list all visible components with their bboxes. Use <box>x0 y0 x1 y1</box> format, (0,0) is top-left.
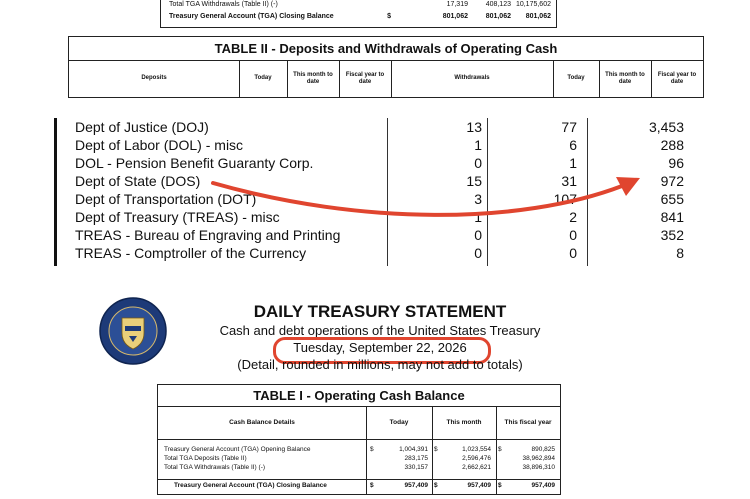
withdrawals-label: Total TGA Withdrawals (Table II) (-) <box>169 1 278 8</box>
arrow-curve <box>213 183 622 215</box>
month-value: 0 <box>569 245 577 261</box>
currency: $ <box>498 446 502 453</box>
agency-name: DOL - Pension Benefit Guaranty Corp. <box>75 155 314 171</box>
fiscal-value: 655 <box>660 191 684 207</box>
closing-fiscal: 801,062 <box>525 13 551 20</box>
row-label: Total TGA Withdrawals (Table II) (-) <box>164 464 266 471</box>
col-today: Today <box>254 75 272 81</box>
fiscal-value: 972 <box>660 173 684 189</box>
month-value: 77 <box>561 119 577 135</box>
fiscal-value: 288 <box>660 137 684 153</box>
col-month: This month to date <box>293 71 333 85</box>
today-value: 3 <box>474 191 482 207</box>
month-value: 6 <box>569 137 577 153</box>
today-value: 1 <box>474 209 482 225</box>
fiscal-value: 3,453 <box>648 119 684 135</box>
currency: $ <box>498 482 502 489</box>
fiscal-value: 8 <box>676 245 684 261</box>
currency: $ <box>434 446 438 453</box>
fiscal-value: 38,896,310 <box>522 464 555 471</box>
today-value: 0 <box>474 155 482 171</box>
agency-name: Dept of Labor (DOL) - misc <box>75 137 244 153</box>
month-value: 31 <box>561 173 577 189</box>
statement-date: Tuesday, September 22, 2026 <box>293 340 467 355</box>
fiscal-value: 352 <box>660 227 684 243</box>
month-value: 1,023,554 <box>462 446 491 453</box>
row-label: Total TGA Deposits (Table II) <box>164 455 247 462</box>
today-value: 15 <box>466 173 482 189</box>
today-value: 957,409 <box>404 482 428 489</box>
agency-name: Dept of Transportation (DOT) <box>75 191 257 207</box>
month-value: 107 <box>553 191 577 207</box>
today-value: 283,175 <box>404 455 428 462</box>
month-value: 2 <box>569 209 577 225</box>
month-value: 957,409 <box>467 482 491 489</box>
col-fiscal: This fiscal year <box>504 419 552 426</box>
agency-name: TREAS - Bureau of Engraving and Printing <box>75 227 341 243</box>
divider <box>158 479 560 480</box>
divider <box>158 439 560 440</box>
col-withdrawals: Withdrawals <box>454 75 490 81</box>
fiscal-value: 96 <box>668 155 684 171</box>
agency-name: Dept of Justice (DOJ) <box>75 119 209 135</box>
divider <box>432 407 433 494</box>
withdrawals-today: 17,319 <box>446 1 468 8</box>
agency-name: Dept of Treasury (TREAS) - misc <box>75 209 280 225</box>
statement-note: (Detail, rounded in millions, may not add to totals) <box>237 357 523 372</box>
today-value: 1,004,391 <box>399 446 428 453</box>
table-ii-title: TABLE II - Deposits and Withdrawals of Operating Cash <box>69 37 703 61</box>
currency: $ <box>434 482 438 489</box>
fiscal-value: 38,962,894 <box>522 455 555 462</box>
today-value: 0 <box>474 227 482 243</box>
divider <box>366 407 367 494</box>
today-value: 0 <box>474 245 482 261</box>
fiscal-value: 841 <box>660 209 684 225</box>
closing-month: 801,062 <box>485 13 511 20</box>
fiscal-value: 890,825 <box>531 446 555 453</box>
month-value: 1 <box>569 155 577 171</box>
closing-label: Treasury General Account (TGA) Closing Balance <box>169 13 334 20</box>
col-month: This month <box>446 419 482 426</box>
table-i <box>157 384 561 495</box>
withdrawals-month: 408,123 <box>485 1 511 8</box>
closing-label: Treasury General Account (TGA) Closing Balance <box>174 482 327 489</box>
month-value: 2,662,621 <box>462 464 491 471</box>
fiscal-value: 957,409 <box>531 482 555 489</box>
table-i-title: TABLE I - Operating Cash Balance <box>158 385 560 407</box>
withdrawals-fiscal: 10,175,602 <box>515 1 551 8</box>
col-w-month: This month to date <box>605 71 645 85</box>
divider <box>496 407 497 494</box>
statement-title: DAILY TREASURY STATEMENT <box>253 302 507 321</box>
month-value: 0 <box>569 227 577 243</box>
row-label: Treasury General Account (TGA) Opening Balance <box>164 446 311 453</box>
col-cash-balance: Cash Balance Details <box>229 419 295 426</box>
agency-name: TREAS - Comptroller of the Currency <box>75 245 307 261</box>
closing-currency: $ <box>387 13 391 20</box>
today-value: 330,157 <box>404 464 428 471</box>
currency: $ <box>370 482 374 489</box>
col-today: Today <box>389 419 409 426</box>
col-deposits: Deposits <box>141 75 167 81</box>
agency-name: Dept of State (DOS) <box>75 173 201 189</box>
col-fiscal: Fiscal year to date <box>345 71 385 85</box>
col-w-today: Today <box>567 75 585 81</box>
today-value: 1 <box>474 137 482 153</box>
closing-today: 801,062 <box>442 13 468 20</box>
treasury-seal <box>98 296 168 366</box>
col-w-fiscal: Fiscal year to date <box>657 71 697 85</box>
statement-subtitle: Cash and debt operations of the United States Treasury <box>219 323 541 338</box>
seal-icon <box>98 296 168 366</box>
month-value: 2,596,476 <box>462 455 491 462</box>
currency: $ <box>370 446 374 453</box>
today-value: 13 <box>466 119 482 135</box>
